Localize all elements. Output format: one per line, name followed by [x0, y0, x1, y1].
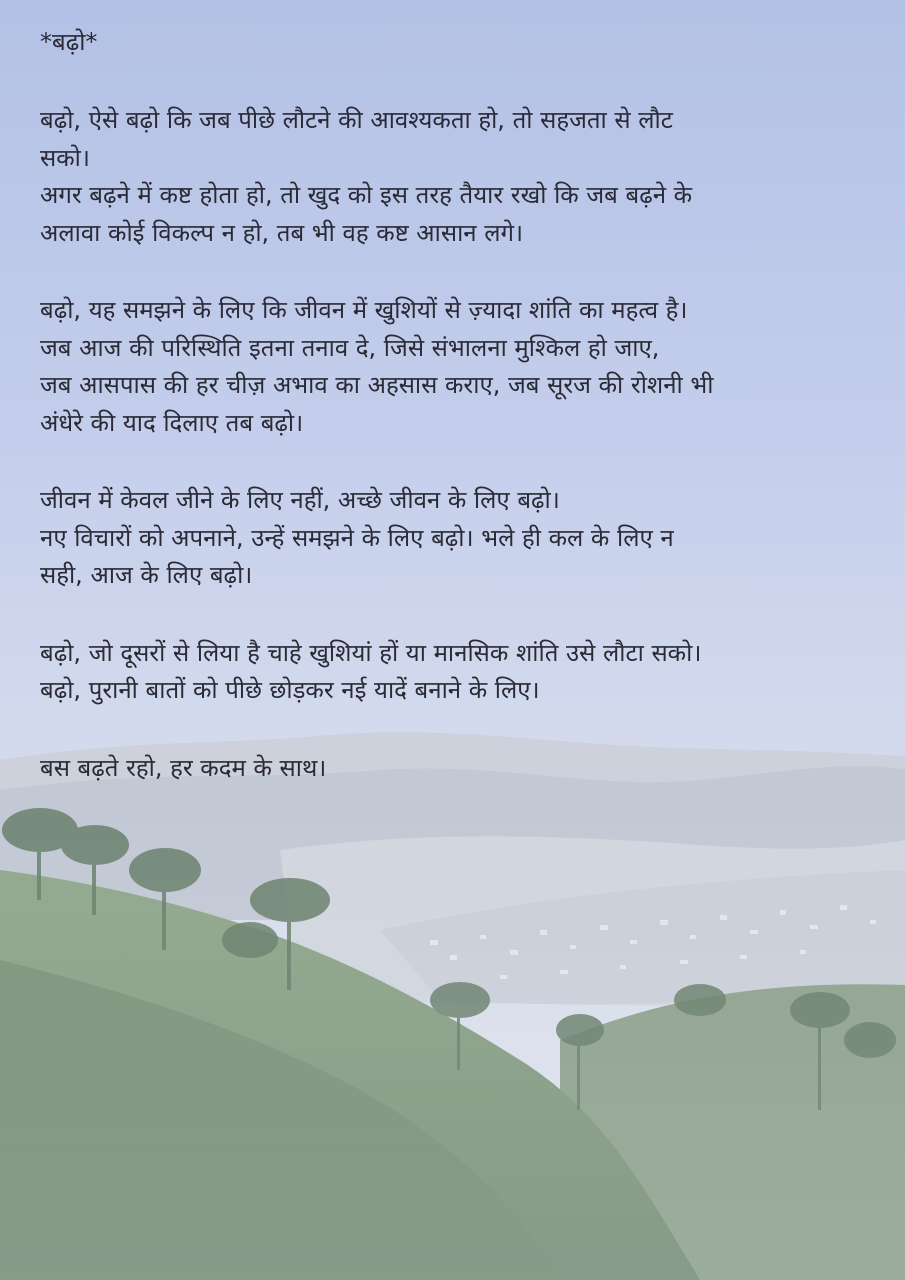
poem-line: नए विचारों को अपनाने, उन्हें समझने के लिए बढ़ो। भले ही कल के लिए न: [40, 523, 674, 552]
poem-line: सही, आज के लिए बढ़ो।: [40, 561, 253, 589]
poem-line: जब आसपास की हर चीज़ अभाव का अहसास कराए, जब सूरज की रोशनी भी: [40, 371, 714, 399]
poem-line: बढ़ो, जो दूसरों से लिया है चाहे खुशियां हों या मानसिक शांति उसे लौटा सको।: [40, 638, 702, 667]
poem-line: अलावा कोई विकल्प न हो, तब भी वह कष्ट आसान लगे।: [40, 218, 524, 247]
poem-line: जब आज की परिस्थिति इतना तनाव दे, जिसे संभालना मुश्किल हो जाए,: [40, 333, 660, 362]
poem-line: बढ़ो, पुरानी बातों को पीछे छोड़कर नई यादें बनाने के लिए।: [40, 676, 540, 704]
poem-line: अंधेरे की याद दिलाए तब बढ़ो।: [40, 408, 304, 437]
poem-block: [40, 22, 885, 787]
poem-line: जीवन में केवल जीने के लिए नहीं, अच्छे जीवन के लिए बढ़ो।: [40, 486, 560, 514]
poem-closing-line: बस बढ़ते रहो, हर कदम के साथ।: [40, 753, 327, 782]
stanza-5: [40, 750, 885, 788]
poem-title: *बढ़ो*: [40, 28, 98, 56]
poem-line: अगर बढ़ने में कष्ट होता हो, तो खुद को इस तरह तैयार रखो कि जब बढ़ने के: [40, 181, 693, 209]
poem-line: बढ़ो, ऐसे बढ़ो कि जब पीछे लौटने की आवश्यकता हो, तो सहजता से लौट: [40, 106, 673, 134]
stanza-3: [40, 482, 885, 595]
stanza-4: [40, 635, 885, 710]
stanza-2: [40, 292, 885, 442]
poem-line: बढ़ो, यह समझने के लिए कि जीवन में खुशियों से ज़्यादा शांति का महत्व है।: [40, 296, 688, 324]
stanza-1: [40, 102, 885, 252]
poem-line: सको।: [40, 143, 90, 172]
